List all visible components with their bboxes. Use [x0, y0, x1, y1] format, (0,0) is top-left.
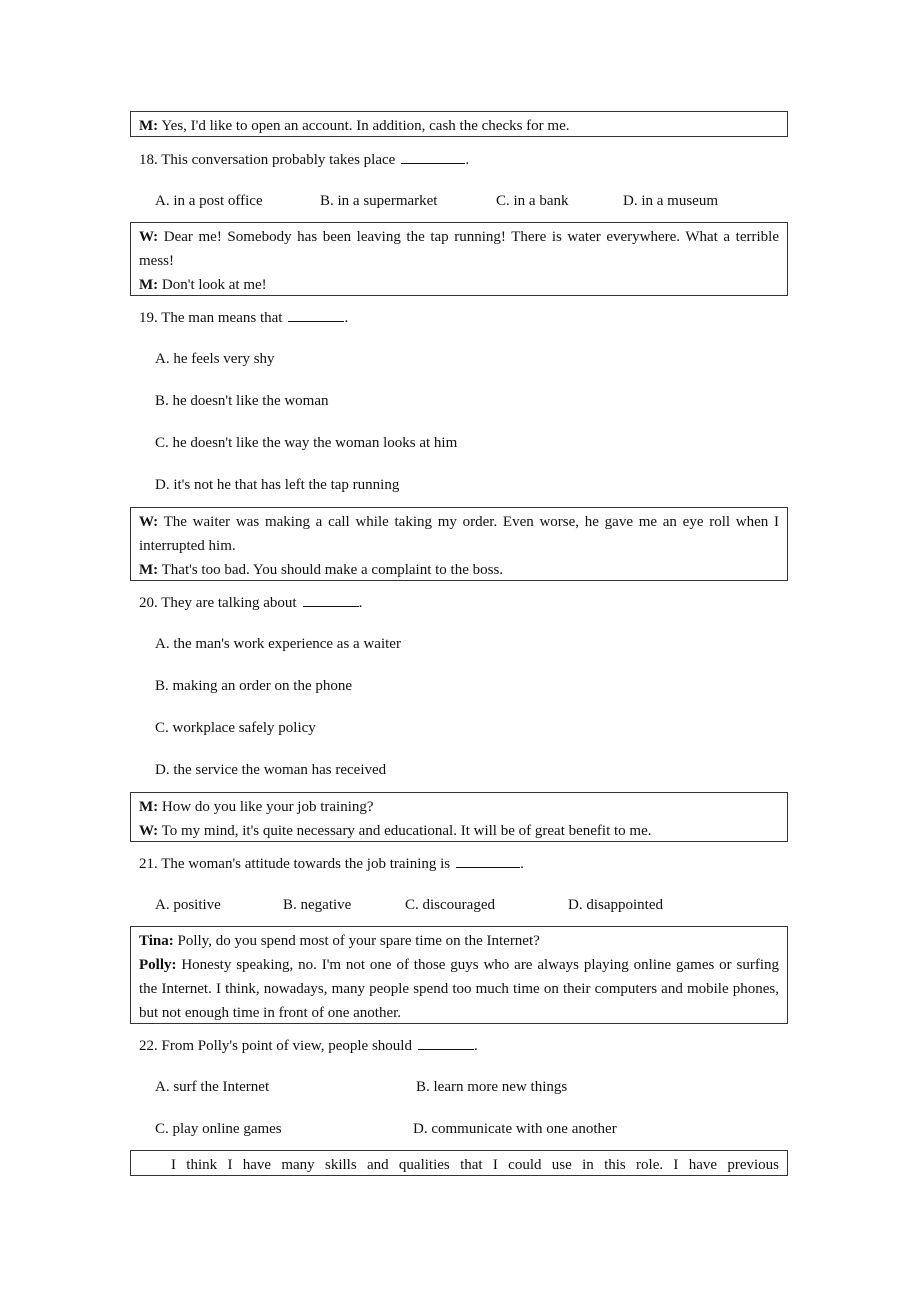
question-stem: 19. The man means that — [139, 310, 283, 326]
passage-box — [130, 1150, 788, 1176]
speaker-label: Tina: — [139, 933, 174, 949]
dialogue-line — [139, 273, 779, 297]
answer-blank — [401, 149, 465, 164]
dialogue-text: Dear me! Somebody has been leaving the tap running! There is water everywhere. What a terrible mess! — [139, 229, 779, 269]
option-b: B. making an order on the phone — [155, 678, 353, 694]
option-c: C. play online games — [155, 1121, 282, 1137]
question-stem: 18. This conversation probably takes place — [139, 152, 396, 168]
dialogue-box-q22 — [130, 926, 788, 1024]
dialogue-line — [139, 510, 779, 558]
dialogue-line — [139, 819, 779, 843]
option-d: D. disappointed — [568, 897, 663, 913]
option-d: D. communicate with one another — [413, 1121, 617, 1137]
speaker-label: Polly: — [139, 957, 177, 973]
speaker-label: W: — [139, 229, 159, 245]
option-b: B. in a supermarket — [320, 193, 438, 209]
answer-blank — [303, 592, 359, 607]
option-b: B. negative — [283, 897, 352, 913]
option-d: D. it's not he that has left the tap running — [155, 477, 400, 493]
speaker-label: M: — [139, 277, 159, 293]
answer-blank — [288, 307, 344, 322]
dialogue-line — [139, 225, 779, 273]
dialogue-line — [139, 953, 779, 1025]
dialogue-box-q20 — [130, 507, 788, 581]
question-20 — [139, 592, 362, 613]
dialogue-text: How do you like your job training? — [158, 799, 374, 815]
option-c: C. in a bank — [496, 193, 569, 209]
question-22 — [139, 1035, 478, 1056]
dialogue-text: Yes, I'd like to open an account. In addition, cash the checks for me. — [158, 118, 570, 134]
option-c: C. he doesn't like the way the woman looks at him — [155, 435, 458, 451]
question-stem: 21. The woman's attitude towards the job training is — [139, 856, 451, 872]
option-a: A. in a post office — [155, 193, 263, 209]
dialogue-box-q21 — [130, 792, 788, 842]
option-a: A. the man's work experience as a waiter — [155, 636, 401, 652]
dialogue-text: Don't look at me! — [158, 277, 267, 293]
speaker-label: M: — [139, 799, 159, 815]
option-a: A. he feels very shy — [155, 351, 275, 367]
dialogue-text: Honesty speaking, no. I'm not one of those guys who are always playing online games or surfing the Internet. I think, nowadays, many people spend too much time on their computers and mobile phones, but not enough time in front of one another. — [139, 957, 779, 1021]
question-end: . — [358, 595, 363, 611]
option-d: D. the service the woman has received — [155, 762, 387, 778]
option-a: A. surf the Internet — [155, 1079, 270, 1095]
dialogue-line — [139, 114, 779, 138]
dialogue-text: To my mind, it's quite necessary and educational. It will be of great benefit to me. — [158, 823, 652, 839]
dialogue-text: Polly, do you spend most of your spare time on the Internet? — [173, 933, 540, 949]
question-end: . — [520, 856, 524, 872]
question-stem: 20. They are talking about — [139, 595, 297, 611]
dialogue-box-q18 — [130, 111, 788, 137]
dialogue-line — [139, 929, 779, 953]
speaker-label: W: — [139, 514, 159, 530]
option-c: C. workplace safely policy — [155, 720, 316, 736]
question-stem: 22. From Polly's point of view, people should — [139, 1038, 412, 1054]
option-c: C. discouraged — [405, 897, 495, 913]
question-end: . — [473, 1038, 478, 1054]
question-21 — [139, 853, 524, 874]
answer-blank — [456, 853, 520, 868]
speaker-label: M: — [139, 562, 159, 578]
dialogue-line — [139, 558, 779, 582]
speaker-label: M: — [139, 118, 159, 134]
option-b: B. he doesn't like the woman — [155, 393, 329, 409]
dialogue-line — [139, 795, 779, 819]
answer-blank — [418, 1035, 474, 1050]
dialogue-box-q19 — [130, 222, 788, 296]
option-d: D. in a museum — [623, 193, 718, 209]
question-19 — [139, 307, 348, 328]
dialogue-text: That's too bad. You should make a complaint to the boss. — [158, 562, 504, 578]
speaker-label: W: — [139, 823, 159, 839]
question-end: . — [344, 310, 349, 326]
passage-text: I think I have many skills and qualities that I could use in this role. I have previous — [171, 1157, 779, 1173]
dialogue-text: The waiter was making a call while taking my order. Even worse, he gave me an eye roll when I interrupted him. — [139, 514, 779, 554]
option-b: B. learn more new things — [416, 1079, 568, 1095]
option-a: A. positive — [155, 897, 221, 913]
question-18 — [139, 149, 469, 170]
question-end: . — [465, 152, 470, 168]
